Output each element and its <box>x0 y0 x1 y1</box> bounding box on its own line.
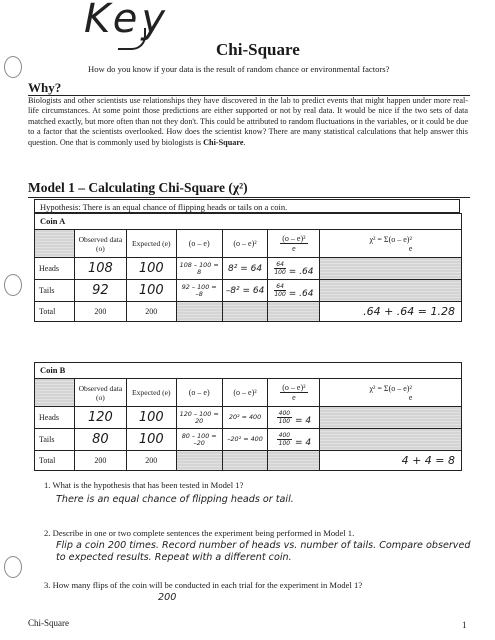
chi-cell-shaded <box>320 407 462 429</box>
binder-hole-top <box>4 56 22 78</box>
observed-value: 92 <box>74 280 126 302</box>
why-body-end: . <box>243 137 246 147</box>
row-label: Tails <box>35 280 75 302</box>
question-1 <box>44 480 464 490</box>
answer-1: There is an equal chance of flipping heads or tail. <box>56 494 294 505</box>
total-expected: 200 <box>126 302 176 322</box>
page-number: 1 <box>462 620 467 630</box>
ratio-den: 100 <box>278 439 291 447</box>
why-body-bold: Chi-Square <box>203 137 244 147</box>
binder-hole-middle <box>4 274 22 296</box>
why-heading: Why? <box>28 80 62 95</box>
ratio-den: 100 <box>278 417 291 425</box>
diff-value-a: 92 – 100 = <box>181 282 217 291</box>
diff-value-b: –20 <box>193 438 205 447</box>
header-observed: Observed data (o) <box>74 230 126 258</box>
diff-squared-value: –8² = 64 <box>222 280 268 302</box>
question-2 <box>44 528 464 538</box>
diff-value <box>176 407 222 429</box>
coin-a-header-row <box>35 230 462 258</box>
ratio-result: = 4 <box>294 415 312 426</box>
why-body <box>28 96 468 148</box>
ratio-result: = .64 <box>288 288 314 299</box>
header-ratio-den: e <box>292 244 296 253</box>
coin-a-label: Coin A <box>40 216 66 226</box>
expected-value: 100 <box>126 407 176 429</box>
table-row <box>35 280 462 302</box>
total-observed: 200 <box>74 302 126 322</box>
diff-value-a: 108 – 100 = <box>179 260 219 269</box>
total-shaded-cell <box>176 451 222 471</box>
page-subtitle: How do you know if your data is the result of random chance or environmental factors? <box>88 64 390 74</box>
ratio-value <box>268 407 320 429</box>
chi-square-total: 4 + 4 = 8 <box>320 451 462 471</box>
footer-title: Chi-Square <box>28 618 69 628</box>
diff-value-b: –8 <box>195 289 203 298</box>
expected-value: 100 <box>126 429 176 451</box>
header-ratio-num: (o – e)² <box>282 234 306 243</box>
diff-value <box>176 429 222 451</box>
header-observed: Observed data (o) <box>74 379 126 407</box>
question-number: 2. <box>44 528 51 538</box>
header-chi <box>320 230 462 258</box>
header-diff: (o – e) <box>176 379 222 407</box>
header-ratio <box>268 379 320 407</box>
coin-b-table <box>34 378 462 471</box>
header-diff-squared: (o – e)² <box>222 379 268 407</box>
total-label: Total <box>35 302 75 322</box>
total-row <box>35 451 462 471</box>
header-ratio <box>268 230 320 258</box>
ratio-value <box>268 429 320 451</box>
header-expected: Expected (e) <box>126 230 176 258</box>
total-shaded-cell <box>268 451 320 471</box>
answer-3: 200 <box>158 592 177 603</box>
header-diff: (o – e) <box>176 230 222 258</box>
header-diff-squared: (o – e)² <box>222 230 268 258</box>
coin-b-label: Coin B <box>40 365 66 375</box>
total-row <box>35 302 462 322</box>
diff-squared-value: 8² = 64 <box>222 258 268 280</box>
answer-2: Flip a coin 200 times. Record number of heads vs. number of tails. Compare observed to expected results. Repeat with a different coin. <box>56 540 471 563</box>
header-expected: Expected (e) <box>126 379 176 407</box>
chi-square-total: .64 + .64 = 1.28 <box>320 302 462 322</box>
diff-value-a: 120 – 100 = <box>179 409 219 418</box>
table-row <box>35 429 462 451</box>
ratio-num: 64 <box>276 260 284 268</box>
ratio-value <box>268 280 320 302</box>
binder-hole-bottom <box>4 556 22 578</box>
header-chi-den: e <box>408 392 413 402</box>
ratio-den: 100 <box>274 290 286 298</box>
header-blank <box>35 230 75 258</box>
ratio-num: 64 <box>276 282 284 290</box>
coin-b-header-row <box>35 379 462 407</box>
coin-a-label-box <box>34 213 462 230</box>
question-3 <box>44 580 464 590</box>
total-shaded-cell <box>222 451 268 471</box>
handwritten-key: Key <box>84 0 170 42</box>
page-title: Chi-Square <box>216 40 300 59</box>
ratio-result: = 4 <box>294 437 312 448</box>
question-number: 1. <box>44 480 51 490</box>
hypothesis-box: Hypothesis: There is an equal chance of flipping heads or tails on a coin. <box>34 199 460 213</box>
ratio-result: = .64 <box>288 266 314 277</box>
question-text: Describe in one or two complete sentences the experiment being performed in Model 1. <box>52 528 355 538</box>
coin-a-table <box>34 229 462 322</box>
header-ratio-num: (o – e)² <box>282 383 306 392</box>
observed-value: 120 <box>74 407 126 429</box>
header-chi-lhs: χ² = Σ(o – e)² <box>369 383 412 393</box>
header-ratio-den: e <box>292 393 296 402</box>
model-1-rule <box>28 197 470 198</box>
observed-value: 80 <box>74 429 126 451</box>
total-observed: 200 <box>74 451 126 471</box>
chi-cell-shaded <box>320 429 462 451</box>
diff-value <box>176 258 222 280</box>
model-1-title: Model 1 – Calculating Chi-Square (χ²) <box>28 180 248 195</box>
ratio-num: 400 <box>278 431 291 439</box>
header-blank <box>35 379 75 407</box>
why-body-text: Biologists and other scientists use relationships they have discovered in the lab to predict events that might happen under more real-life circumstances. At some point those predictions are either supported or not by real data. It would be nice if the two sets of data matched exactly, but more often than not they don't. This could be attributed to random fluctuations in the variables, or it could be due to a factor that the scientists overlooked. How does the scientist know? There are many statistical calculations that help answer this question. One that is commonly used by biologists is <box>28 96 468 147</box>
ratio-den: 100 <box>274 268 286 276</box>
chi-cell-shaded <box>320 258 462 280</box>
diff-squared-value: –20² = 400 <box>222 429 268 451</box>
question-number: 3. <box>44 580 51 590</box>
diff-value-b: 20 <box>195 416 204 425</box>
row-label: Heads <box>35 258 75 280</box>
total-shaded-cell <box>176 302 222 322</box>
diff-value <box>176 280 222 302</box>
ratio-num: 400 <box>278 409 291 417</box>
expected-value: 100 <box>126 258 176 280</box>
key-hook-stroke <box>118 28 146 50</box>
table-row <box>35 258 462 280</box>
header-chi-lhs: χ² = Σ(o – e)² <box>369 234 412 244</box>
header-chi <box>320 379 462 407</box>
observed-value: 108 <box>74 258 126 280</box>
diff-squared-value: 20² = 400 <box>222 407 268 429</box>
total-label: Total <box>35 451 75 471</box>
total-shaded-cell <box>222 302 268 322</box>
question-text: How many flips of the coin will be conducted in each trial for the experiment in Model 1? <box>52 580 363 590</box>
expected-value: 100 <box>126 280 176 302</box>
coin-b-label-box <box>34 362 462 379</box>
row-label: Heads <box>35 407 75 429</box>
ratio-value <box>268 258 320 280</box>
chi-cell-shaded <box>320 280 462 302</box>
question-text: What is the hypothesis that has been tested in Model 1? <box>52 480 244 490</box>
diff-value-a: 80 – 100 = <box>181 431 217 440</box>
total-shaded-cell <box>268 302 320 322</box>
total-expected: 200 <box>126 451 176 471</box>
table-row <box>35 407 462 429</box>
row-label: Tails <box>35 429 75 451</box>
diff-value-b: 8 <box>197 267 202 276</box>
header-chi-den: e <box>408 243 413 253</box>
